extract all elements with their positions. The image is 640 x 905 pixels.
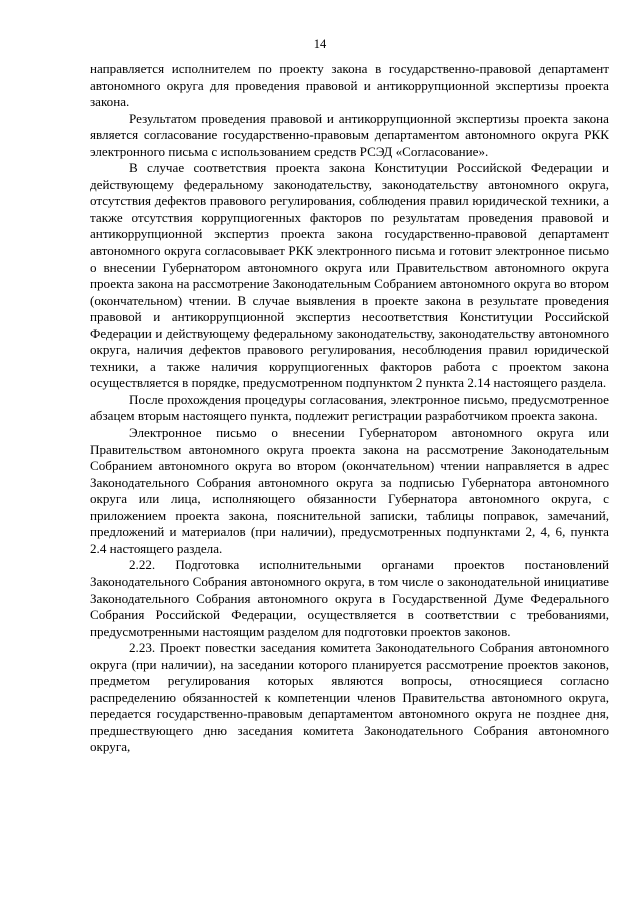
page-number: 14 <box>313 37 327 51</box>
paragraph-1: направляется исполнителем по проекту закона в государственно-правовой департамент автономного округа для проведения правовой и антикоррупционной экспертизы проекта закона. <box>90 61 609 110</box>
paragraph-4: После прохождения процедуры согласования, электронное письмо, предусмотренное абзацем вторым настоящего пункта, подлежит регистрации разработчиком проекта закона. <box>90 391 609 424</box>
paragraph-6-clause-2-22: 2.22. Подготовка исполнительными органами проектов постановлений Законодательного Собрания автономного округа, в том числе о законодательной инициативе Законодательного Собрания автономного округа в Государственной Думе Федерального Собрания Российской Федерации, осуществляется в соответствии с требованиями, предусмотренными настоящим разделом для подготовки проектов законов. <box>90 557 609 639</box>
paragraph-3: В случае соответствия проекта закона Конституции Российской Федерации и действующему федеральному законодательству, законодательству автономного округа, отсутствия дефектов правового регулирования, соблюдения правил юридической техники, а также отсутствия коррупциогенных факторов по результатам проведения правовой и антикоррупционной экспертиз проекта закона государственно-правовой департамент автономного округа согласовывает РКК электронного письма и готовит электронное письмо о внесении Губернатором автономного округа или Правительством автономного округа проекта закона на рассмотрение Законодательным Собранием автономного округа во втором (окончательном) чтении. В случае выявления в проекте закона в результате проведения правовой и антикоррупционной экспертиз несоответствия Конституции Российской Федерации и действующему федеральному законодательству, законодательству автономного округа, наличия дефектов правового регулирования, несоблюдения правил юридической техники, а также наличия коррупциогенных факторов работа с проектом закона осуществляется в порядке, предусмотренном подпунктом 2 пункта 2.14 настоящего раздела. <box>90 160 609 391</box>
paragraph-7-clause-2-23: 2.23. Проект повестки заседания комитета Законодательного Собрания автономного округа (при наличии), на заседании которого планируется рассмотрение проектов законов, предметом регулирования которых являются вопросы, относящиеся согласно распределению обязанностей к компетенции членов Правительства автономного округа, передается государственно-правовым департаментом автономного округа не позднее дня, предшествующего дню заседания комитета Законодательного Собрания автономного округа, <box>90 640 609 755</box>
paragraph-2: Результатом проведения правовой и антикоррупционной экспертизы проекта закона является согласование государственно-правовым департаментом автономного округа РКК электронного письма с использованием средств РСЭД «Согласование». <box>90 110 609 159</box>
document-body <box>90 61 609 756</box>
paragraph-5: Электронное письмо о внесении Губернатором автономного округа или Правительством автономного округа проекта закона на рассмотрение Законодательным Собранием автономного округа во втором (окончательном) чтении направляется в адрес Законодательного Собрания автономного округа за подписью Губернатора автономного округа или лица, исполняющего обязанности Губернатора автономного округа, с приложением проекта закона, пояснительной записки, таблицы поправок, замечаний, предложений и материалов (при наличии), предусмотренных подпунктами 2, 4, 6, пункта 2.4 настоящего раздела. <box>90 425 609 556</box>
